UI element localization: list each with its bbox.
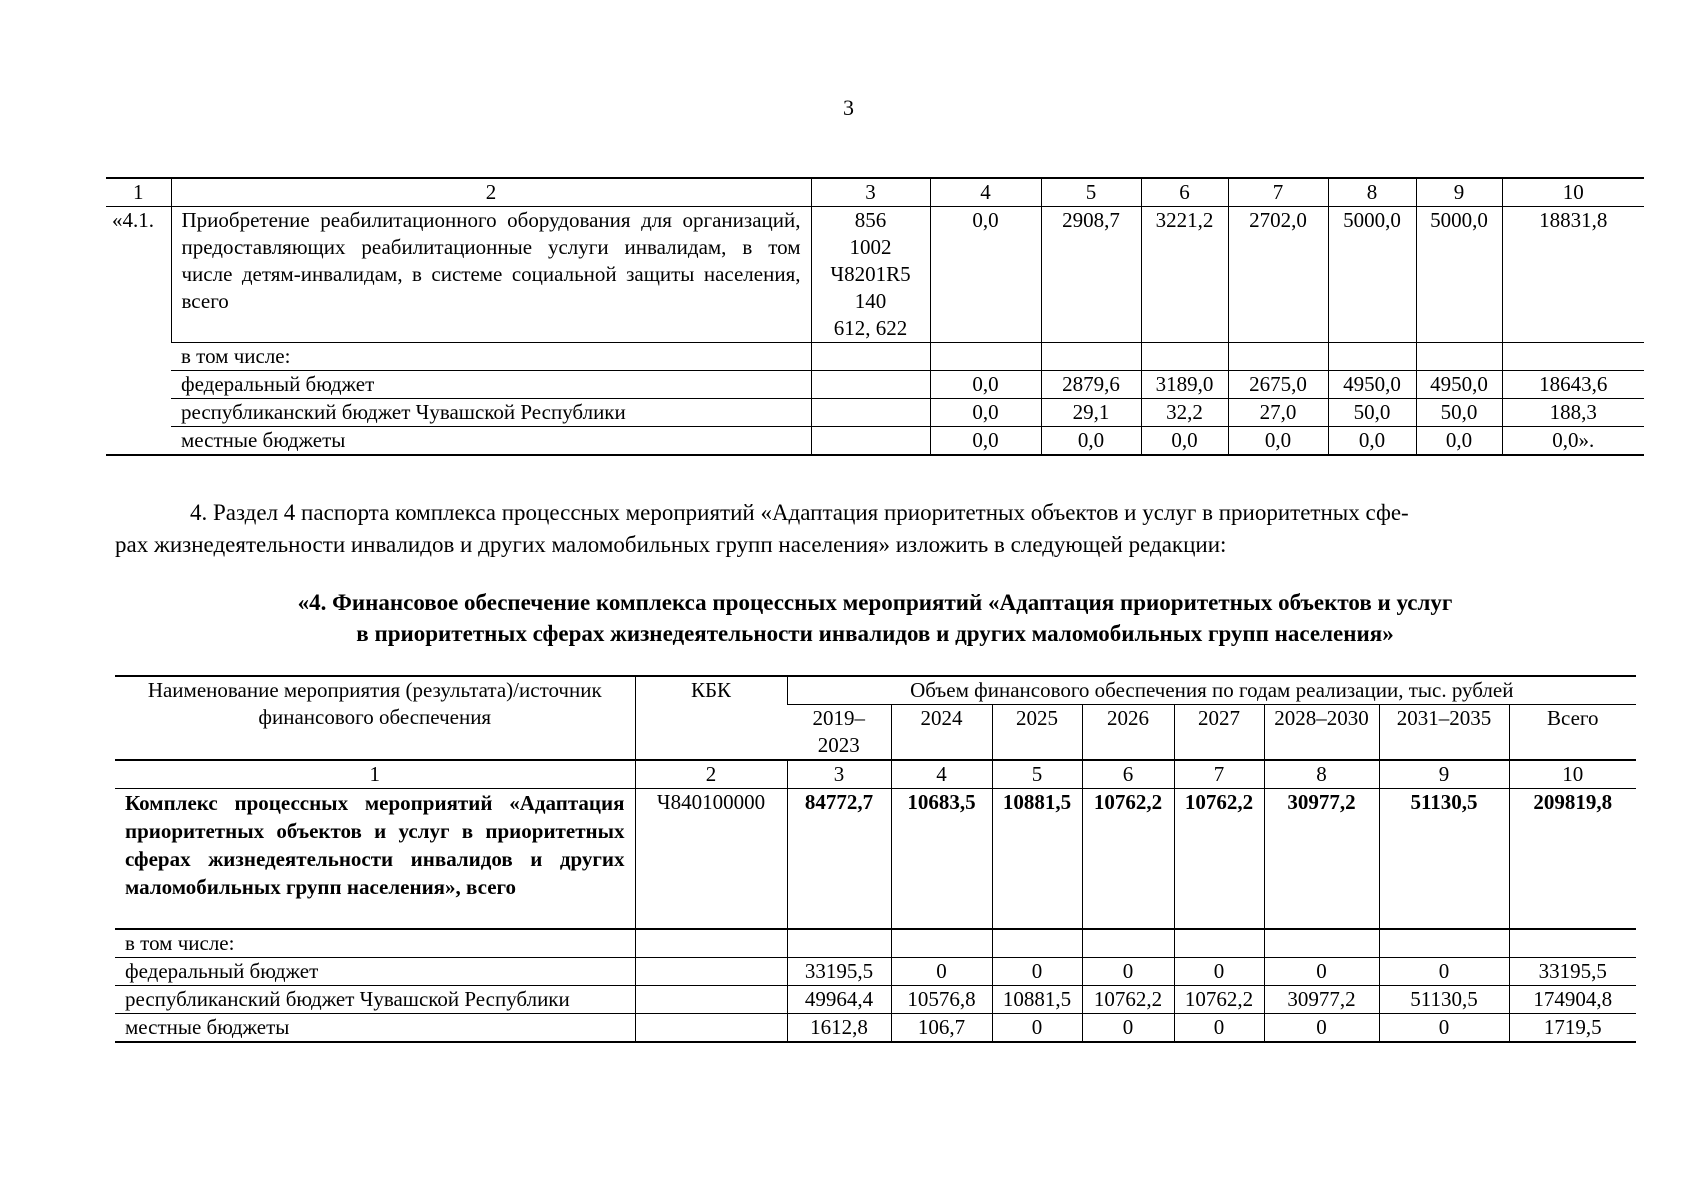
value-cell: 10683,5 bbox=[891, 789, 992, 929]
value-cell bbox=[1228, 343, 1328, 371]
table-row bbox=[106, 207, 1644, 343]
row-name: в том числе: bbox=[171, 343, 811, 371]
value-cell: 10762,2 bbox=[1082, 789, 1174, 929]
funding-table bbox=[115, 675, 1636, 1043]
value-cell bbox=[1082, 929, 1174, 958]
value-cell: 84772,7 bbox=[787, 789, 891, 929]
value-cell: 0 bbox=[1379, 957, 1509, 985]
table-row bbox=[115, 789, 1636, 929]
value-cell: 51130,5 bbox=[1379, 789, 1509, 929]
header-year: 2026 bbox=[1082, 705, 1174, 761]
value-cell: 49964,4 bbox=[787, 985, 891, 1013]
value-cell bbox=[1141, 343, 1228, 371]
header-year: Всего bbox=[1509, 705, 1636, 761]
col-num: 8 bbox=[1328, 178, 1416, 207]
table-row bbox=[115, 929, 1636, 958]
value-cell: 30977,2 bbox=[1264, 985, 1379, 1013]
value-cell: 0 bbox=[1174, 1013, 1264, 1042]
header-year: 2019–2023 bbox=[787, 705, 891, 761]
kbk-cell bbox=[635, 1013, 787, 1042]
col-num: 4 bbox=[930, 178, 1041, 207]
value-cell: 2908,7 bbox=[1041, 207, 1141, 343]
value-cell: 0 bbox=[1082, 1013, 1174, 1042]
value-cell bbox=[1416, 343, 1502, 371]
value-cell: 4950,0 bbox=[1328, 371, 1416, 399]
col-num: 2 bbox=[635, 760, 787, 789]
value-cell bbox=[1041, 343, 1141, 371]
header-year: 2031–2035 bbox=[1379, 705, 1509, 761]
value-cell: 3221,2 bbox=[1141, 207, 1228, 343]
col-num: 5 bbox=[1041, 178, 1141, 207]
value-cell: 33195,5 bbox=[787, 957, 891, 985]
col-num: 10 bbox=[1502, 178, 1644, 207]
value-cell bbox=[930, 343, 1041, 371]
amendment-paragraph bbox=[115, 497, 1595, 561]
value-cell: 10762,2 bbox=[1174, 985, 1264, 1013]
row-name: республиканский бюджет Чувашской Республики bbox=[115, 985, 635, 1013]
table-row bbox=[106, 343, 1644, 371]
header-year: 2025 bbox=[992, 705, 1082, 761]
col-num: 1 bbox=[115, 760, 635, 789]
value-cell: 10762,2 bbox=[1082, 985, 1174, 1013]
kbk-cell bbox=[635, 957, 787, 985]
value-cell bbox=[1509, 929, 1636, 958]
kbk-cell bbox=[635, 929, 787, 958]
col-num: 9 bbox=[1416, 178, 1502, 207]
table-row bbox=[115, 985, 1636, 1013]
value-cell: 2879,6 bbox=[1041, 371, 1141, 399]
value-cell bbox=[1174, 929, 1264, 958]
paragraph-line: 4. Раздел 4 паспорта комплекса процессных мероприятий «Адаптация приоритетных объектов и услуг в приоритетных сфе- bbox=[190, 500, 1409, 525]
value-cell: 0,0 bbox=[1141, 427, 1228, 456]
header-name: Наименование мероприятия (результата)/источник финансового обеспечения bbox=[115, 676, 635, 760]
kbk-cell bbox=[635, 985, 787, 1013]
col-num: 3 bbox=[811, 178, 930, 207]
kbk-line: 1002 bbox=[849, 235, 892, 259]
value-cell: 51130,5 bbox=[1379, 985, 1509, 1013]
header-year: 2027 bbox=[1174, 705, 1264, 761]
table-row bbox=[115, 957, 1636, 985]
kbk-line: Ч8201R5 bbox=[830, 262, 911, 286]
value-cell: 1719,5 bbox=[1509, 1013, 1636, 1042]
value-cell: 10576,8 bbox=[891, 985, 992, 1013]
value-cell: 18831,8 bbox=[1502, 207, 1644, 343]
value-cell: 50,0 bbox=[1328, 399, 1416, 427]
table-row bbox=[106, 371, 1644, 399]
value-cell: 30977,2 bbox=[1264, 789, 1379, 929]
value-cell: 5000,0 bbox=[1328, 207, 1416, 343]
value-cell bbox=[787, 929, 891, 958]
table-row bbox=[115, 1013, 1636, 1042]
col-num: 6 bbox=[1082, 760, 1174, 789]
kbk-line: 856 bbox=[854, 208, 887, 232]
value-cell: 10881,5 bbox=[992, 985, 1082, 1013]
value-cell bbox=[1379, 929, 1509, 958]
kbk-cell bbox=[811, 371, 930, 399]
value-cell bbox=[1502, 343, 1644, 371]
page-number: 3 bbox=[843, 95, 854, 120]
value-cell bbox=[1264, 929, 1379, 958]
value-cell: 0,0». bbox=[1502, 427, 1644, 456]
value-cell: 5000,0 bbox=[1416, 207, 1502, 343]
value-cell: 0,0 bbox=[930, 371, 1041, 399]
row-name: Комплекс процессных мероприятий «Адаптация приоритетных объектов и услуг в приоритетных сферах жизнедеятельности инвалидов и других маломобильных групп населения», всего bbox=[115, 789, 635, 929]
value-cell: 32,2 bbox=[1141, 399, 1228, 427]
value-cell: 4950,0 bbox=[1416, 371, 1502, 399]
value-cell: 29,1 bbox=[1041, 399, 1141, 427]
value-cell: 2702,0 bbox=[1228, 207, 1328, 343]
value-cell: 0 bbox=[891, 957, 992, 985]
kbk-cell bbox=[811, 343, 930, 371]
value-cell: 2675,0 bbox=[1228, 371, 1328, 399]
value-cell: 174904,8 bbox=[1509, 985, 1636, 1013]
value-cell: 0 bbox=[992, 1013, 1082, 1042]
paragraph-line: рах жизнедеятельности инвалидов и других маломобильных групп населения» изложить в следующей редакции: bbox=[115, 532, 1227, 557]
value-cell: 0,0 bbox=[1416, 427, 1502, 456]
kbk-cell bbox=[811, 207, 930, 343]
value-cell: 0 bbox=[1174, 957, 1264, 985]
value-cell: 0 bbox=[1264, 957, 1379, 985]
col-num: 1 bbox=[106, 178, 171, 207]
heading-line: «4. Финансовое обеспечение комплекса процессных мероприятий «Адаптация приоритетных объектов и услуг bbox=[297, 590, 1453, 615]
col-num: 9 bbox=[1379, 760, 1509, 789]
value-cell: 33195,5 bbox=[1509, 957, 1636, 985]
col-num: 4 bbox=[891, 760, 992, 789]
value-cell: 50,0 bbox=[1416, 399, 1502, 427]
value-cell: 209819,8 bbox=[1509, 789, 1636, 929]
value-cell: 0,0 bbox=[930, 399, 1041, 427]
row-name: Приобретение реабилитационного оборудования для организаций, предоставляющих реабилитационные услуги инвалидам, в том числе детям-инвалидам, в системе социальной защиты населения, всего bbox=[171, 207, 811, 343]
header-year: 2024 bbox=[891, 705, 992, 761]
row-name: республиканский бюджет Чувашской Республики bbox=[171, 399, 811, 427]
value-cell: 27,0 bbox=[1228, 399, 1328, 427]
row-name: федеральный бюджет bbox=[171, 371, 811, 399]
value-cell: 3189,0 bbox=[1141, 371, 1228, 399]
kbk-cell: Ч840100000 bbox=[635, 789, 787, 929]
table-row bbox=[106, 427, 1644, 456]
value-cell: 0,0 bbox=[930, 207, 1041, 343]
funding-table-continued bbox=[106, 177, 1644, 456]
column-number-row bbox=[106, 178, 1644, 207]
section-heading bbox=[106, 587, 1644, 649]
col-num: 8 bbox=[1264, 760, 1379, 789]
row-index: «4.1. bbox=[106, 207, 171, 456]
col-num: 5 bbox=[992, 760, 1082, 789]
value-cell: 0 bbox=[992, 957, 1082, 985]
col-num: 10 bbox=[1509, 760, 1636, 789]
value-cell: 0,0 bbox=[1328, 427, 1416, 456]
col-num: 2 bbox=[171, 178, 811, 207]
col-num: 3 bbox=[787, 760, 891, 789]
kbk-line: 140 bbox=[854, 289, 887, 313]
value-cell: 188,3 bbox=[1502, 399, 1644, 427]
table-row bbox=[106, 399, 1644, 427]
value-cell: 0 bbox=[1264, 1013, 1379, 1042]
col-num: 7 bbox=[1228, 178, 1328, 207]
value-cell: 1612,8 bbox=[787, 1013, 891, 1042]
kbk-cell bbox=[811, 399, 930, 427]
heading-line: в приоритетных сферах жизнедеятельности инвалидов и других маломобильных групп населения» bbox=[356, 621, 1394, 646]
col-num: 6 bbox=[1141, 178, 1228, 207]
column-number-row bbox=[115, 760, 1636, 789]
row-name: федеральный бюджет bbox=[115, 957, 635, 985]
header-volume: Объем финансового обеспечения по годам реализации, тыс. рублей bbox=[787, 676, 1636, 705]
header-year: 2028–2030 bbox=[1264, 705, 1379, 761]
header-row bbox=[115, 676, 1636, 705]
value-cell bbox=[891, 929, 992, 958]
value-cell: 0 bbox=[1379, 1013, 1509, 1042]
header-kbk: КБК bbox=[635, 676, 787, 760]
row-name: местные бюджеты bbox=[115, 1013, 635, 1042]
row-name: местные бюджеты bbox=[171, 427, 811, 456]
value-cell: 106,7 bbox=[891, 1013, 992, 1042]
value-cell: 0,0 bbox=[930, 427, 1041, 456]
value-cell bbox=[1328, 343, 1416, 371]
value-cell: 0,0 bbox=[1041, 427, 1141, 456]
kbk-line: 612, 622 bbox=[833, 316, 908, 340]
value-cell: 18643,6 bbox=[1502, 371, 1644, 399]
col-num: 7 bbox=[1174, 760, 1264, 789]
value-cell: 10881,5 bbox=[992, 789, 1082, 929]
kbk-cell bbox=[811, 427, 930, 456]
row-name: в том числе: bbox=[115, 929, 635, 958]
value-cell: 0 bbox=[1082, 957, 1174, 985]
value-cell bbox=[992, 929, 1082, 958]
value-cell: 10762,2 bbox=[1174, 789, 1264, 929]
value-cell: 0,0 bbox=[1228, 427, 1328, 456]
